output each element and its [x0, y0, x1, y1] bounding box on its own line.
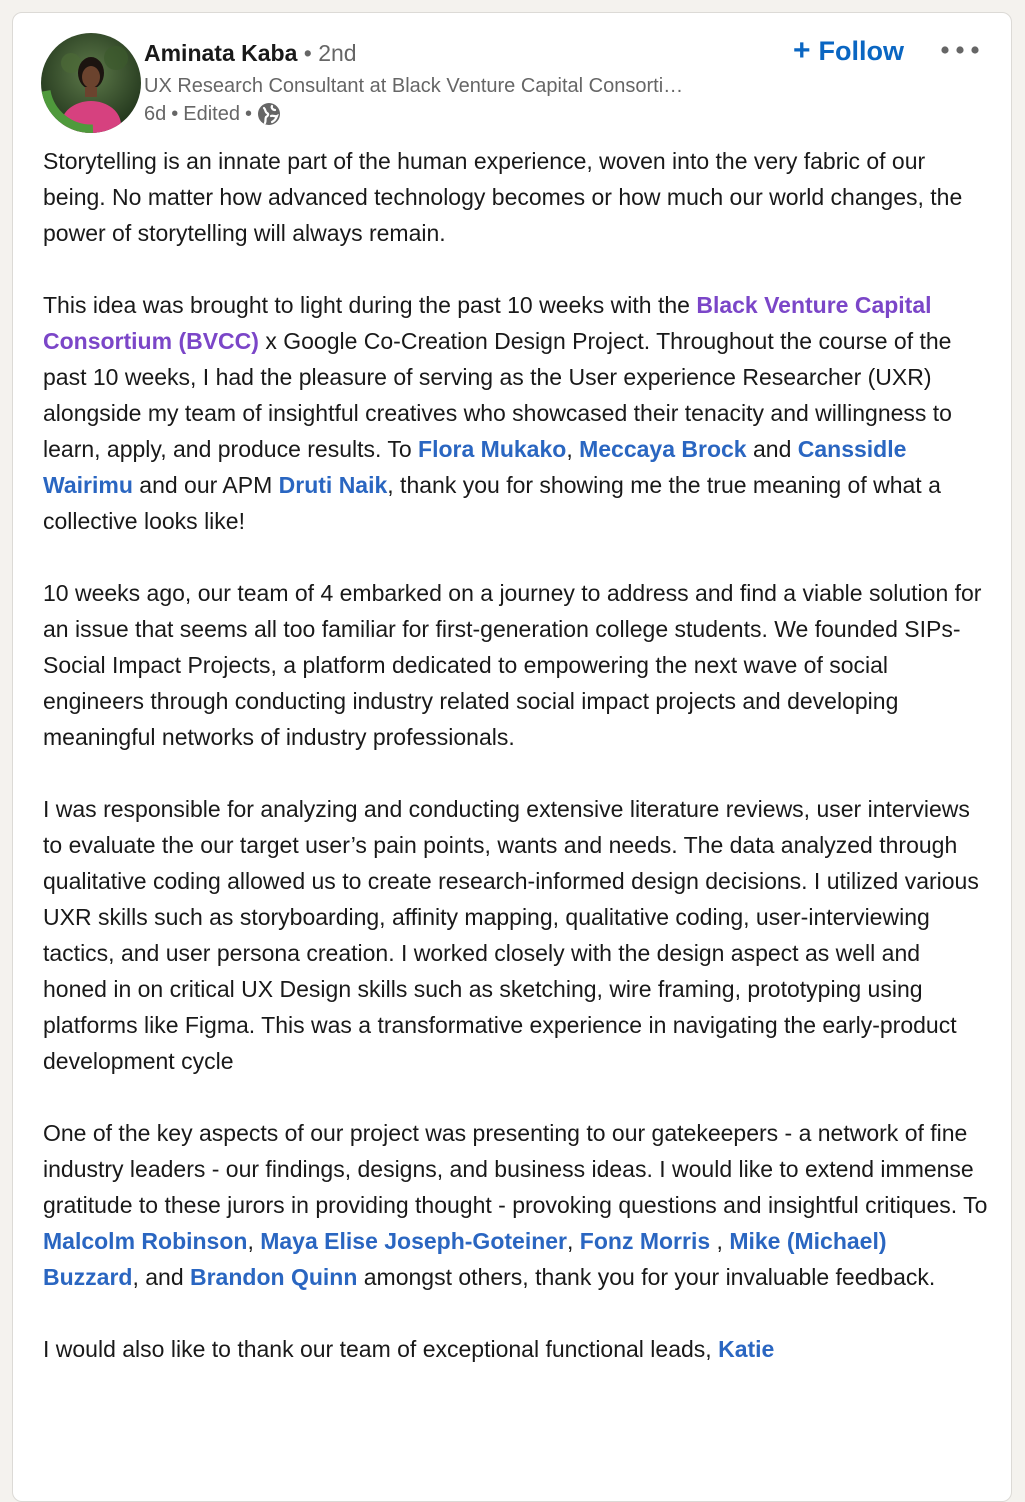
- separator-dot: •: [171, 103, 179, 125]
- paragraph-text: I would also like to thank our team of exceptional functional leads,: [43, 1336, 719, 1362]
- paragraph-text: ,: [567, 1228, 580, 1254]
- author-headline[interactable]: UX Research Consultant at Black Venture Capital Consorti…: [144, 75, 684, 97]
- connection-degree: 2nd: [318, 40, 357, 66]
- paragraph-text: ,: [710, 1228, 730, 1254]
- paragraph-text: ,: [566, 436, 580, 462]
- mention-druti-naik[interactable]: Druti Naik: [278, 472, 388, 498]
- mention-mike-buzzard[interactable]: Mike (Michael) Buzzard: [43, 1228, 887, 1290]
- globe-icon: [257, 102, 281, 126]
- post-paragraph: [43, 1331, 988, 1367]
- paragraph-text: and our APM: [132, 472, 279, 498]
- post-meta: [144, 101, 281, 127]
- author-name[interactable]: Aminata Kaba: [144, 40, 298, 66]
- post-paragraph: [43, 575, 988, 755]
- paragraph-text: , and: [132, 1264, 190, 1290]
- edited-label: Edited: [183, 103, 240, 125]
- paragraph-text: 10 weeks ago, our team of 4 embarked on a journey to address and find a viable solution for an issue that seems all too familiar for first-generation college students. We founded SIPs- Social Impact Projects, a platform dedicated to empowering the next wave of social engineers through conducting industry related social impact projects and developing meaningful networks of industry professionals.: [43, 580, 982, 750]
- post-paragraph: [43, 143, 988, 251]
- paragraph-text: and: [746, 436, 798, 462]
- follow-button[interactable]: [787, 33, 910, 69]
- separator-dot: •: [303, 40, 312, 66]
- paragraph-text: x Google Co-Creation Design Project. Throughout the course of the past 10 weeks, I had the pleasure of serving as the User experience Researcher (UXR) alongside my team of insightful creatives who showcased their tenacity and willingness to learn, apply, and produce results. To: [43, 328, 952, 462]
- mention-fonz-morris[interactable]: Fonz Morris: [579, 1228, 711, 1254]
- mention-meccaya-brock[interactable]: Meccaya Brock: [579, 436, 747, 462]
- post-time: 6d: [144, 103, 167, 125]
- mention-maya-elise-joseph-goteiner[interactable]: Maya Elise Joseph-Goteiner: [260, 1228, 568, 1254]
- mention-brandon-quinn[interactable]: Brandon Quinn: [190, 1264, 358, 1290]
- paragraph-text: , thank you for showing me the true meaning of what a collective looks like!: [43, 472, 941, 534]
- more-options-button[interactable]: [937, 35, 983, 65]
- plus-icon: +: [793, 34, 811, 67]
- paragraph-text: One of the key aspects of our project was presenting to our gatekeepers - a network of fine industry leaders - our findings, designs, and business ideas. I would like to extend immense gratitude to these jurors in providing thought - provoking questions and insightful critiques. To: [43, 1120, 988, 1218]
- avatar-image: [41, 33, 141, 133]
- mention-malcolm-robinson[interactable]: Malcolm Robinson: [43, 1228, 248, 1254]
- paragraph-text: I was responsible for analyzing and conducting extensive literature reviews, user interviews to evaluate the our target user’s pain points, wants and needs. The data analyzed through qualitative coding allowed us to create research-informed design decisions. I utilized various UXR skills such as storyboarding, affinity mapping, qualitative coding, user-interviewing tactics, and user persona creation. I worked closely with the design aspect as well and honed in on critical UX Design skills such as sketching, wire framing, prototyping using platforms like Figma. This was a transformative experience in navigating the early-product development cycle: [43, 796, 979, 1074]
- paragraph-text: ,: [247, 1228, 261, 1254]
- follow-label: Follow: [818, 35, 905, 66]
- post-text: [43, 143, 988, 1403]
- author-name-line: [144, 39, 357, 67]
- mention-flora-mukako[interactable]: Flora Mukako: [418, 436, 567, 462]
- more-horizontal-icon: [937, 35, 983, 65]
- post-card: [12, 12, 1012, 1502]
- post-paragraph: [43, 287, 988, 539]
- paragraph-text: amongst others, thank you for your invaluable feedback.: [357, 1264, 936, 1290]
- separator-dot: •: [244, 103, 252, 125]
- paragraph-text: Storytelling is an innate part of the human experience, woven into the very fabric of our being. No matter how advanced technology becomes or how much our world changes, the power of storytelling will always remain.: [43, 148, 963, 246]
- mention-bvcc[interactable]: Black Venture Capital Consortium (BVCC): [43, 292, 932, 354]
- mention-canssidle-wairimu[interactable]: Canssidle Wairimu: [43, 436, 907, 498]
- post-paragraph: [43, 1115, 988, 1295]
- paragraph-text: This idea was brought to light during the past 10 weeks with the: [43, 292, 697, 318]
- mention-katie[interactable]: Katie: [718, 1336, 775, 1362]
- author-avatar[interactable]: [41, 33, 141, 133]
- post-paragraph: [43, 791, 988, 1079]
